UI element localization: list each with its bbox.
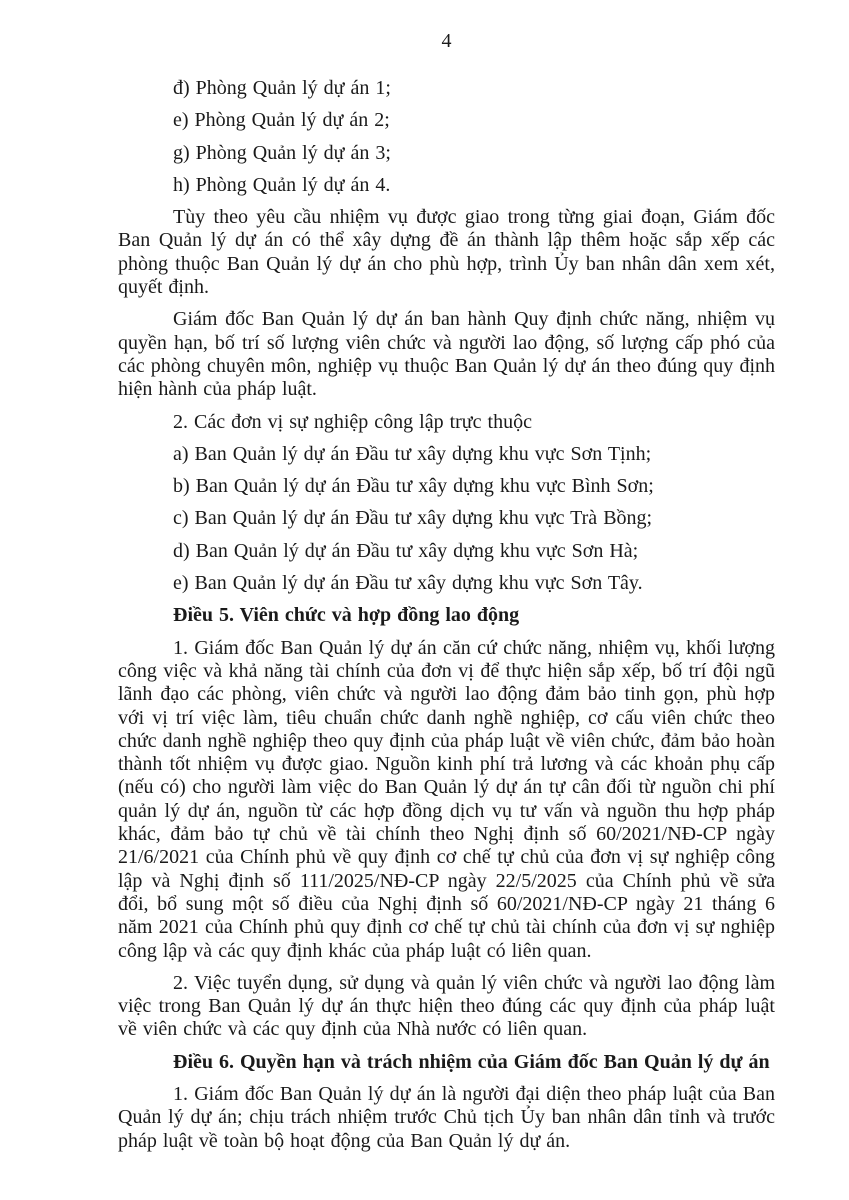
paragraph-restructure: Tùy theo yêu cầu nhiệm vụ được giao trong từng giai đoạn, Giám đốc Ban Quản lý dự án có thể xây dựng đề án thành lập thêm hoặc sắp xếp các phòng thuộc Ban Quản lý dự án cho phù hợp, trình Ủy ban nhân dân xem xét, quyết định. bbox=[118, 206, 775, 299]
article5-clause1: 1. Giám đốc Ban Quản lý dự án căn cứ chức năng, nhiệm vụ, khối lượng công việc và khả năng tài chính của đơn vị để thực hiện sắp xếp, bố trí đội ngũ lãnh đạo các phòng, viên chức và người lao động đảm bảo tinh gọn, phù hợp với vị trí việc làm, tiêu chuẩn chức danh nghề nghiệp, cơ cấu viên chức theo chức danh nghề nghiệp theo quy định của pháp luật về viên chức, đảm bảo hoàn thành tốt nhiệm vụ được giao. Nguồn kinh phí trả lương và các khoản phụ cấp (nếu có) cho người làm việc do Ban Quản lý dự án tự cân đối từ nguồn chi phí quản lý dự án, nguồn từ các hợp đồng dịch vụ tư vấn và nguồn thu hợp pháp khác, đảm bảo tự chủ về tài chính theo Nghị định số 60/2021/NĐ-CP ngày 21/6/2021 của Chính phủ về quy định cơ chế tự chủ của đơn vị sự nghiệp công lập và Nghị định số 111/2025/NĐ-CP ngày 22/5/2025 của Chính phủ về sửa đổi, bổ sung một số điều của Nghị định số 60/2021/NĐ-CP ngày 21 tháng 6 năm 2021 của Chính phủ quy định cơ chế tự chủ tài chính của đơn vị sự nghiệp công lập và các quy định khác của pháp luật có liên quan. bbox=[118, 636, 775, 962]
list-item-room-h: h) Phòng Quản lý dự án 4. bbox=[173, 173, 391, 196]
article5-clause2: 2. Việc tuyển dụng, sử dụng và quản lý viên chức và người lao động làm việc trong Ban Quản lý dự án thực hiện theo đúng các quy định của pháp luật về viên chức và các quy định của Nhà nước có liên quan. bbox=[118, 971, 775, 1041]
paragraph-issue-regulation: Giám đốc Ban Quản lý dự án ban hành Quy định chức năng, nhiệm vụ quyền hạn, bố trí số lượng viên chức và người lao động, số lượng cấp phó của các phòng chuyên môn, nghiệp vụ thuộc Ban Quản lý dự án theo đúng quy định hiện hành của pháp luật. bbox=[118, 308, 775, 401]
article6-clause1: 1. Giám đốc Ban Quản lý dự án là người đại diện theo pháp luật của Ban Quản lý dự án; chịu trách nhiệm trước Chủ tịch Ủy ban nhân dân tỉnh và trước pháp luật về toàn bộ hoạt động của Ban Quản lý dự án. bbox=[118, 1082, 775, 1152]
list-item-unit-b: b) Ban Quản lý dự án Đầu tư xây dựng khu vực Bình Sơn; bbox=[173, 475, 654, 498]
list-item-unit-c: c) Ban Quản lý dự án Đầu tư xây dựng khu vực Trà Bồng; bbox=[173, 507, 653, 530]
page-number: 4 bbox=[441, 30, 452, 52]
section2-title: 2. Các đơn vị sự nghiệp công lập trực thuộc bbox=[173, 410, 532, 433]
list-item-unit-d: d) Ban Quản lý dự án Đầu tư xây dựng khu vực Sơn Hà; bbox=[173, 539, 639, 562]
list-item-room-d: đ) Phòng Quản lý dự án 1; bbox=[173, 77, 391, 99]
list-item-unit-e: e) Ban Quản lý dự án Đầu tư xây dựng khu vực Sơn Tây. bbox=[173, 572, 643, 595]
list-item-unit-a: a) Ban Quản lý dự án Đầu tư xây dựng khu vực Sơn Tịnh; bbox=[173, 442, 652, 465]
list-item-room-e: e) Phòng Quản lý dự án 2; bbox=[173, 109, 390, 132]
article6-heading: Điều 6. Quyền hạn và trách nhiệm của Giám đốc Ban Quản lý dự án bbox=[173, 1050, 770, 1073]
list-item-room-g: g) Phòng Quản lý dự án 3; bbox=[173, 141, 391, 164]
article5-heading: Điều 5. Viên chức và hợp đồng lao động bbox=[173, 604, 520, 627]
